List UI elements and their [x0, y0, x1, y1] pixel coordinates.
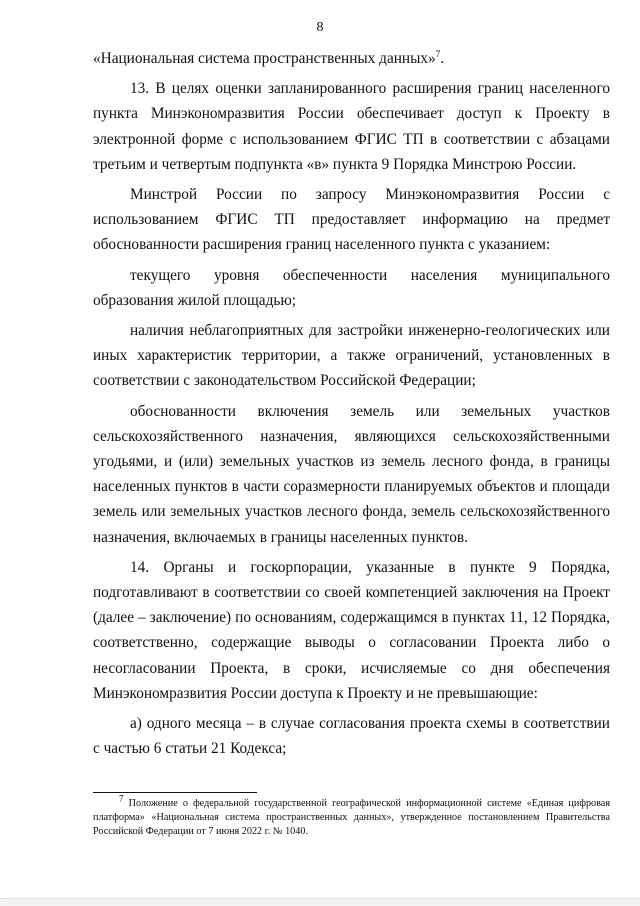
paragraph-land-inclusion: обоснованности включения земель или земельных участков сельскохозяйственного назначения, являющихся сельскохозяйственными угодьями, и (или) земельных участков из земель лесного фонда, в границы населенных пунктов в части соразмерности планируемых объектов и площади земель или земельных участков лесного фонда, земель сельскохозяйственного назначения, включаемых в границы населенных пунктов. [93, 402, 610, 546]
page-number: 8 [316, 20, 324, 35]
paragraph-housing-level: текущего уровня обеспеченности населения муниципального образования жилой площадью; [93, 266, 610, 309]
paragraph-subitem-a: а) одного месяца – в случае согласования проекта схемы в соответствии с частью 6 статьи 21 Кодекса; [93, 715, 610, 758]
paragraph-item-14: 14. Органы и госкорпорации, указанные в пункте 9 Порядка, подготавливают в соответствии со своей компетенцией заключения на Проект (далее – заключение) по основаниям, содержащимся в пунктах 11, 12 Порядка, соответственно, содержащие выводы о согласовании Проекта либо о несогласовании Проекта, в сроки, исчисляемые со дня обеспечения Минэкономразвития России доступа к Проекту и не превышающие: [93, 558, 610, 702]
paragraph-text: «Национальная система пространственных данных» [93, 50, 436, 67]
paragraph-item-13: 13. В целях оценки запланированного расширения границ населенного пункта Минэкономразвития России обеспечивает доступ к Проекту в электронной форме с использованием ФГИС ТП в соответствии с абзацами третьим и четвертым подпункта «в» пункта 9 Порядка Минстрою России. [93, 80, 610, 173]
footnote-reference[interactable]: 7 [435, 48, 441, 59]
footnote-divider [93, 792, 257, 793]
paragraph-minstroy-request: Минстрой России по запросу Минэкономразвития России с использованием ФГИС ТП предоставляет информацию на предмет обоснованности расширения границ населенного пункта с указанием: [93, 186, 610, 254]
paragraph-continuation [93, 46, 610, 71]
footnote-marker: 7 [119, 793, 124, 804]
paragraph-unfavorable-conditions: наличия неблагоприятных для застройки инженерно-геологических или иных характеристик территории, а также ограничений, установленных в соответствии с законодательством Российской Федерации; [93, 322, 610, 390]
paragraph-punctuation: . [440, 50, 445, 67]
footnote-text: Положение о федеральной государственной географической информационной системе «Единая цифровая платформа» «Национальная система пространственных данных», утвержденное постановлением Правительства Российской Федерации от 7 июня 2022 г. № 1040. [93, 798, 611, 837]
document-body [93, 46, 610, 766]
footnote [93, 793, 611, 838]
footnote-body [93, 793, 611, 838]
